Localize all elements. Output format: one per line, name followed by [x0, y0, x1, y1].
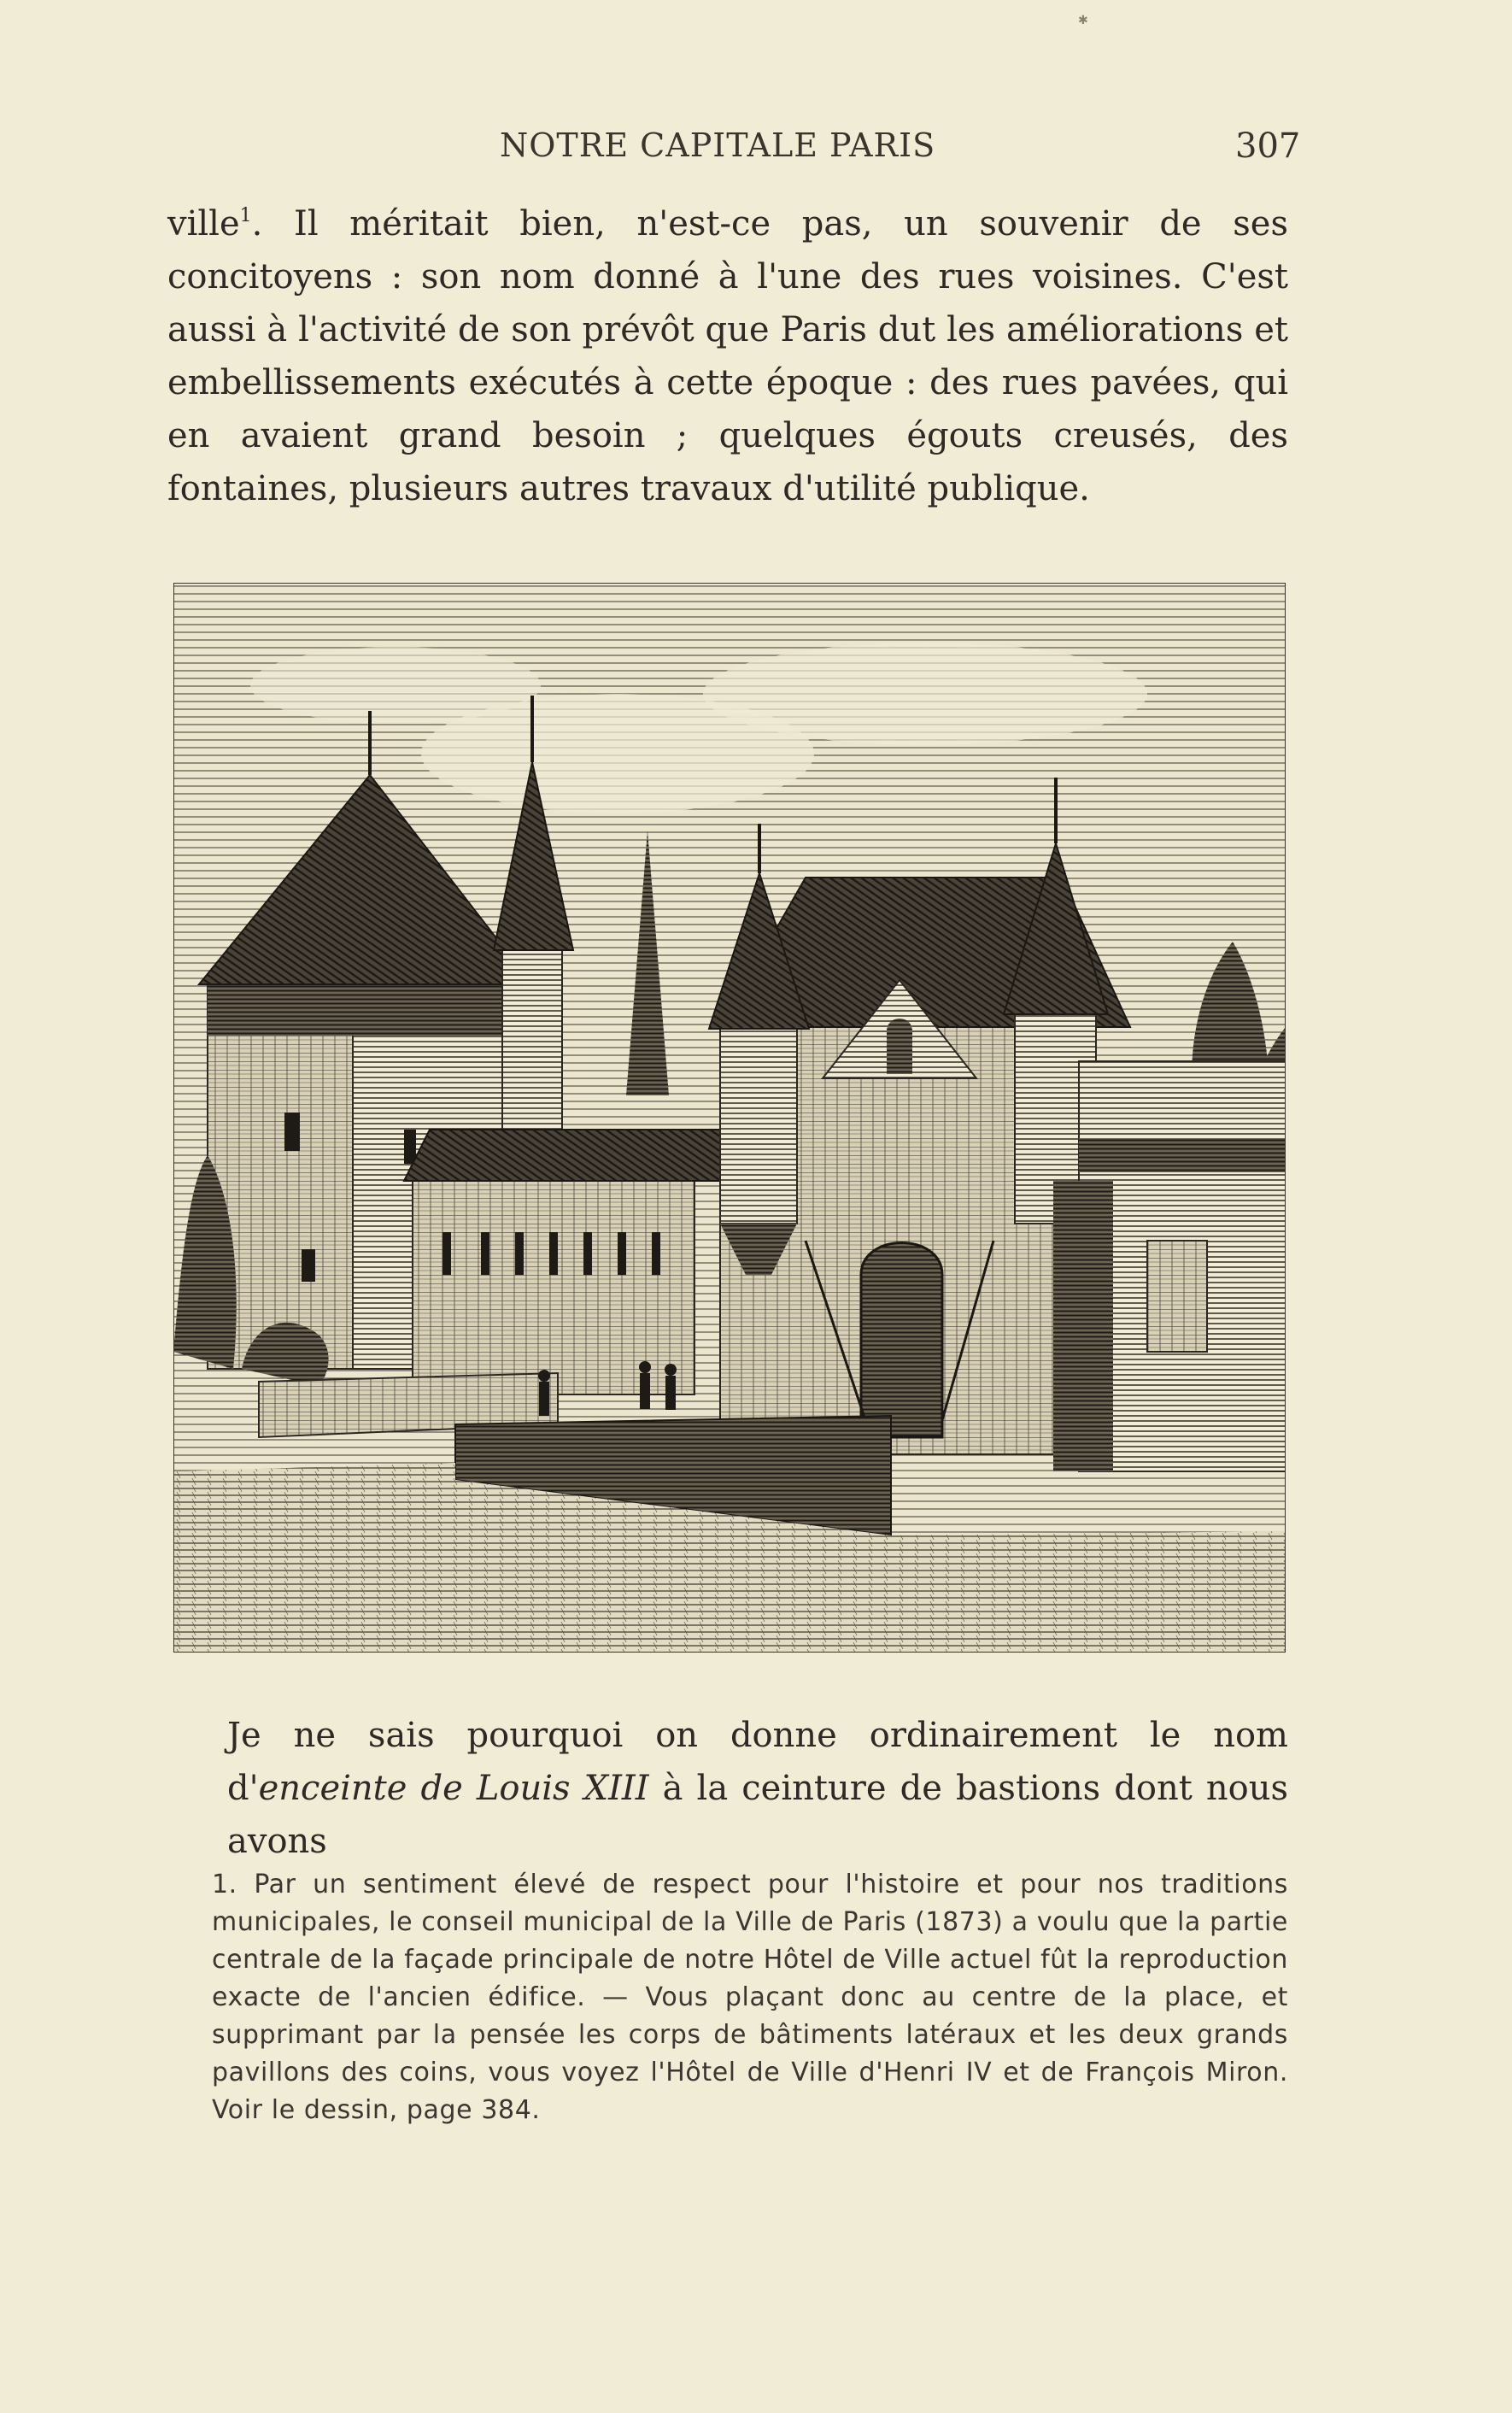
footnote-number: 1. — [212, 1870, 237, 1899]
paragraph-lead: ville — [167, 204, 240, 244]
footnote — [167, 1866, 1288, 2129]
paragraph-text: . Il méritait bien, n'est-ce pas, un souvenir de ses concitoyens : son nom donné à l'une des rues voisines. C'est aussi à l'activité de son prévôt que Paris dut les améliorations et embellissements exécutés à cette époque : des rues pavées, qui en avaient grand besoin ; quelques égouts creusés, des fontaines, plusieurs autres travaux d'utilité publique. — [167, 204, 1288, 508]
statue — [887, 1019, 912, 1074]
gate-turret-left — [720, 1027, 797, 1224]
running-head: NOTRE CAPITALE PARIS — [500, 126, 936, 164]
footnote-text: Par un sentiment élevé de respect pour l'histoire et pour nos traditions municipales, le conseil municipal de la Ville de Paris (1873) a voulu que la partie centrale de la façade principale de notre Hôtel de Ville actuel fût la reproduction exacte de l'ancien édifice. — Vous plaçant donc au centre de la place, et supprimant par la pensée les corps de bâtiments latéraux et les deux grands pavillons des coins, vous voyez l'Hôtel de Ville d'Henri IV et de François Miron. Voir le dessin, page 384. — [212, 1870, 1288, 2125]
gate-archway — [861, 1243, 942, 1438]
paragraph-text: Je ne sais pourquoi on donne ordinairement le nom d' — [227, 1716, 1288, 1808]
page-number: 307 — [1235, 126, 1301, 166]
footnote-reference[interactable]: 1 — [239, 205, 252, 226]
engraving-castle-gate — [173, 583, 1286, 1653]
machicolation — [208, 984, 524, 1036]
body-paragraph-2 — [167, 1709, 1288, 1868]
body-paragraph-1 — [167, 190, 1288, 515]
middle-building — [413, 1181, 694, 1394]
italic-term: enceinte de Louis XIII — [258, 1769, 649, 1808]
paragraph-text-end: à la ceinture de bastions dont nous avons — [227, 1769, 1288, 1861]
engraving-illustration — [173, 583, 1286, 1653]
printer-mark: ✱ — [1078, 14, 1088, 27]
